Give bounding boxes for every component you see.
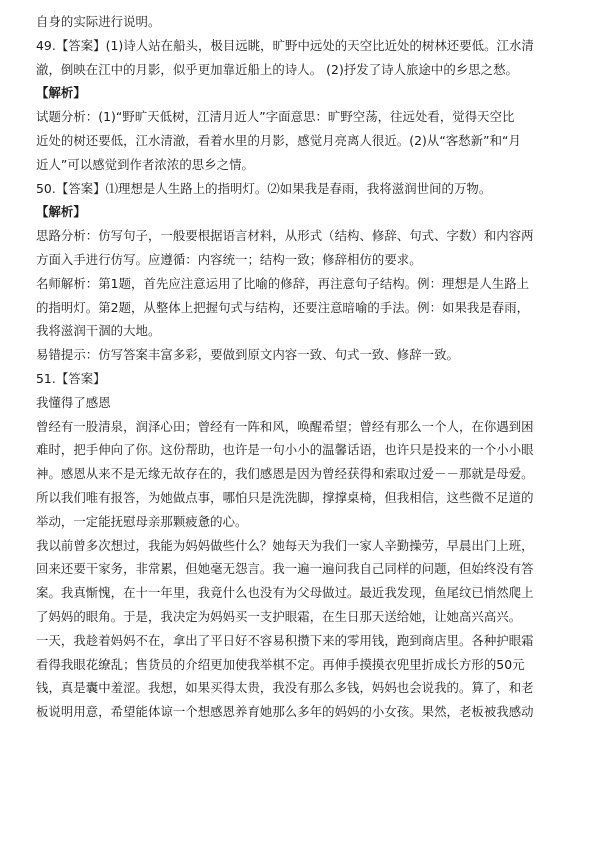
essay-title: 我懂得了感恩 (36, 394, 111, 410)
text-line: 试题分析：(1)“野旷天低树，江清月近人”字面意思：旷野空荡，往远处看，觉得天空比 (36, 109, 515, 125)
text-line: 名师解析：第1题，首先应注意运用了比喻的修辞，再注意句子结构。例：理想是人生路上 (36, 275, 530, 291)
text-line: 回来还要干家务，非常累，但她毫无怨言。我一遍一遍问我自己同样的问题，但始终没有答 (36, 561, 534, 577)
answer-51-line: 51.【答案】 (36, 370, 106, 386)
text-line: 一天，我趁着妈妈不在，拿出了平日好不容易积攒下来的零用钱，跑到商店里。各种护眼霜 (36, 632, 534, 648)
analysis-heading: 【解析】 (36, 204, 86, 220)
text-line: 所以我们唯有报答，为她做点事，哪怕只是洗洗脚，撑撑桌椅，但我相信，这些微不足道的 (36, 489, 534, 505)
text-line: 的指明灯。第2题，从整体上把握句式与结构，还要注意暗喻的手法。例：如果我是春雨， (36, 299, 530, 315)
document-page (36, 10, 564, 724)
text-line: 思路分析：仿写句子，一般要根据语言材料，从形式（结构、修辞、句式、字数）和内容两 (36, 228, 534, 244)
answer-49-line: 49.【答案】(1)诗人站在船头，极目远眺，旷野中远处的天空比近处的树林还要低。江水清 (36, 37, 534, 53)
text-line: 难时，把手伸向了你。这份帮助，也许是一句小小的温馨话语，也许只是投来的一个小小眼 (36, 442, 534, 458)
text-line: 澈，倒映在江中的月影，似乎更加靠近船上的诗人。 (2)抒发了诗人旅途中的乡思之愁。 (36, 61, 518, 77)
text-line: 看得我眼花缭乱；售货员的介绍更加使我举棋不定。再伸手摸摸衣兜里折成长方形的50元 (36, 656, 525, 672)
text-line: 自身的实际进行说明。 (36, 14, 161, 29)
answer-50-line: 50.【答案】⑴理想是人生路上的指明灯。⑵如果我是春雨，我将滋润世间的万物。 (36, 180, 492, 196)
text-line: 我将滋润干涸的大地。 (36, 323, 161, 339)
text-line: 近人”可以感觉到作者浓浓的思乡之情。 (36, 156, 254, 172)
analysis-heading: 【解析】 (36, 85, 86, 101)
text-line: 曾经有一股清泉，润泽心田；曾经有一阵和风，唤醒希望；曾经有那么一个人，在你遇到困 (36, 418, 534, 434)
text-line: 易错提示：仿写答案丰富多彩，要做到原文内容一致、句式一致、修辞一致。 (36, 347, 459, 363)
text-line: 方面入手进行仿写。应遵循：内容统一；结构一致；修辞相仿的要求。 (36, 251, 422, 267)
text-line: 近处的树还要低，江水清澈，看着水里的月影，感觉月亮离人很近。(2)从“客愁新”和“月 (36, 132, 521, 148)
text-line: 钱，真是囊中羞涩。我想，如果买得太贵，我没有那么多钱，妈妈也会说我的。算了，和老 (36, 680, 534, 696)
text-line: 我以前曾多次想过，我能为妈妈做些什么？她每天为我们一家人辛勤操劳，早晨出门上班， (36, 537, 534, 553)
text-line: 神。感恩从来不是无缘无故存在的，我们感恩是因为曾经获得和索取过爱－－那就是母爱。 (36, 466, 534, 482)
text-line: 举动，一定能抚慰母亲那颗疲惫的心。 (36, 513, 248, 529)
text-line: 板说明用意，希望能体谅一个想感恩养育她那么多年的妈妈的小女孩。果然，老板被我感动 (36, 704, 534, 720)
text-line: 案。我真惭愧，在十一年里，我竟什么也没有为父母做过。最近我发现，鱼尾纹已悄然爬上 (36, 585, 534, 601)
text-line: 了妈妈的眼角。于是，我决定为妈妈买一支护眼霜，在生日那天送给她，让她高兴高兴。 (36, 608, 522, 624)
